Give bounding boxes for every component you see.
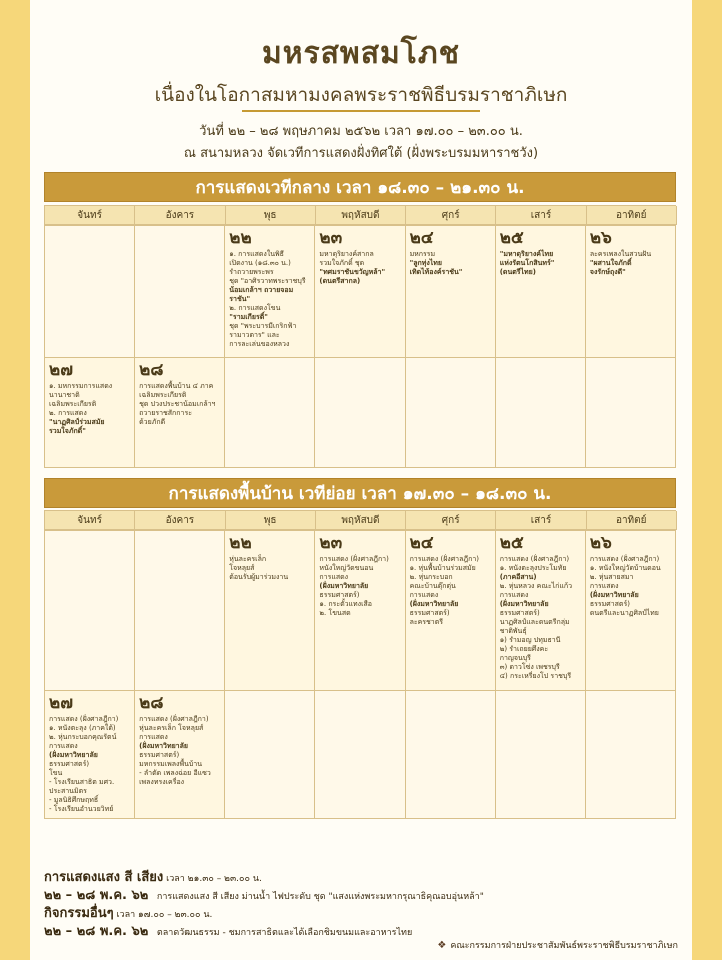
poster-sheet — [30, 0, 692, 960]
event-line: การแสดงพื้นบ้าน ๔ ภาค — [139, 382, 214, 390]
section2-banner: การแสดงพื้นบ้าน เวทีย่อย เวลา ๑๗.๓๐ – ๑๘.๓๐ น. — [44, 478, 676, 508]
event-line: (ฝั่งมหาวิทยาลัย — [319, 582, 369, 590]
calendar-cell — [45, 358, 135, 468]
event-line: ๒. หุ่นสายสมา — [589, 573, 634, 581]
event-line: การแสดง — [589, 582, 619, 590]
light-show-date: ๒๒ – ๒๘ พ.ค. ๖๒ — [44, 888, 149, 903]
calendar-cell — [315, 226, 405, 358]
event-line: - โรงเรียนสาธิต มศว. — [49, 778, 115, 786]
event-line: "มหาดุริยางค์ไทย — [499, 250, 554, 258]
section2-day-header — [44, 510, 676, 530]
calendar-cell — [45, 531, 135, 691]
event-line: การแสดง (ฝั่งศาลฎีกา) — [319, 555, 389, 563]
other-activities-title: กิจกรรมอื่นๆ — [44, 906, 114, 921]
event-line: ด้วยภักดี — [139, 418, 166, 426]
event-line: เฉลิมพระเกียรติ — [139, 391, 187, 399]
event-line: หนังใหญ่วัดขนอน — [319, 564, 374, 572]
event-line: โจหลุยส์ — [229, 564, 255, 572]
event-line: ๑. การแสดงในพิธี — [229, 250, 284, 258]
light-show-desc: การแสดงแสง สี เสียง ม่านน้ำ ไฟประดับ ชุด "แสงแห่งพระมหากรุณาธิคุณอบอุ่นหล้า" — [156, 892, 484, 902]
event-line: ๒. การแสดง — [49, 409, 87, 417]
event-line: ดนตรีและนาฏศิลป์ไทย — [589, 609, 659, 617]
event-line: (ฝั่งมหาวิทยาลัย — [409, 600, 459, 608]
calendar-cell — [135, 531, 225, 691]
calendar-cell — [406, 531, 496, 691]
day-number: ๒๖ — [589, 228, 612, 248]
event-line: การแสดง (ฝั่งศาลฎีกา) — [49, 715, 119, 723]
calendar-cell — [225, 358, 315, 468]
light-show-time: เวลา ๒๑.๓๐ – ๒๓.๐๐ น. — [166, 874, 262, 884]
day-number: ๒๘ — [139, 693, 164, 713]
calendar-cell — [225, 226, 315, 358]
event-line: รำถวายพระพร — [229, 268, 274, 276]
day-number: ๒๗ — [49, 360, 73, 380]
day-header: เสาร์ — [496, 511, 586, 530]
calendar-cell — [225, 691, 315, 819]
event-line: ละครเพลงในสวนฝัน — [589, 250, 652, 258]
event-line: ธรรมศาสตร์) — [499, 609, 540, 617]
event-line: ๑) รำมอญ ปทุมธานี — [499, 636, 561, 644]
date-line: วันที่ ๒๒ – ๒๘ พฤษภาคม ๒๕๖๒ เวลา ๑๗.๐๐ – ๒๓.๐๐ น. — [199, 124, 523, 139]
day-header: ศุกร์ — [406, 206, 496, 225]
day-header: อาทิตย์ — [587, 206, 677, 225]
day-header: พุธ — [226, 511, 316, 530]
venue-line: ณ สนามหลวง จัดเวทีการแสดงฝั่งทิศใต้ (ฝั่งพระบรมมหาราชวัง) — [183, 146, 539, 161]
day-number: ๒๓ — [319, 228, 343, 248]
section1-banner: การแสดงเวทีกลาง เวลา ๑๘.๓๐ – ๒๑.๓๐ น. — [44, 172, 676, 202]
event-line: ธรรมศาสตร์) — [49, 760, 90, 768]
event-line: ๒. การแสดงโขน — [229, 304, 281, 312]
day-header: จันทร์ — [45, 206, 135, 225]
event-line: ประสานมิตร — [49, 787, 87, 795]
event-line: คณะบ้านตุ๊กตุ่น — [409, 582, 456, 590]
event-line: มหกรรม — [409, 250, 436, 258]
event-line: น้อมเกล้าฯ ถวายจอมราชัน" — [229, 286, 294, 303]
event-line: - มูลนิธิศึกษฤทธิ์ — [49, 796, 99, 804]
calendar-cell — [315, 531, 405, 691]
event-line: - ลำตัด เพลงฉ่อย อีแซว — [139, 769, 211, 777]
event-line: แห่งรัตนโกสินทร์" — [499, 259, 555, 267]
event-line: เฉลิมพระเกียรติ — [49, 400, 97, 408]
calendar-cell — [586, 531, 676, 691]
day-number: ๒๔ — [409, 533, 434, 553]
day-number: ๒๖ — [589, 533, 612, 553]
event-line: "รามเกียรติ์" — [229, 313, 268, 321]
poster-title: มหรสพสมโภช — [261, 36, 461, 71]
event-line: ๒. โขนสด — [319, 609, 351, 617]
event-line: "ทศมราชันขวัญหล้า" — [319, 268, 386, 276]
event-line: "ผสานใจภักดิ์ — [589, 259, 632, 267]
event-line: (ฝั่งมหาวิทยาลัย — [499, 600, 549, 608]
credit-line — [437, 938, 678, 952]
calendar-cell — [496, 226, 586, 358]
event-line: ธรรมศาสตร์) — [319, 591, 360, 599]
event-line: ๑. หนังตะลุงประโมทัย — [499, 564, 567, 572]
event-line: การแสดง — [319, 573, 349, 581]
calendar-cell — [406, 691, 496, 819]
event-line: ๒. หุ่นหลวง คณะไก่แก้ว — [499, 582, 573, 590]
event-line: ธรรมศาสตร์) — [589, 600, 630, 608]
emblem-icon: ❖ — [437, 940, 447, 951]
event-line: "ลูกทุ่งไทย — [409, 259, 443, 267]
event-line: ๒. หุ่นกระบอกคุณรัตน์ — [49, 733, 117, 741]
day-number: ๒๕ — [499, 533, 524, 553]
calendar-cell — [496, 531, 586, 691]
day-number: ๒๓ — [319, 533, 343, 553]
event-line: ๑. กระตั้วแทงเสือ — [319, 600, 372, 608]
event-line: รวมใจภักดิ์" — [49, 427, 86, 435]
event-line: หุ่นละครเล็ก — [229, 555, 267, 563]
event-line: เทิดไท้องค์ราชัน" — [409, 268, 463, 276]
section1-day-header — [44, 205, 676, 225]
event-line: ถวายราชสักการะ — [139, 409, 192, 417]
calendar-cell — [45, 226, 135, 358]
event-line: (ฝั่งมหาวิทยาลัย — [589, 591, 639, 599]
event-line: ธรรมศาสตร์) — [139, 751, 180, 759]
event-line: ๑. หนังใหญ่วัดบ้านดอน — [589, 564, 661, 572]
calendar-cell — [135, 358, 225, 468]
event-line: ๒) รำเถยยศึงคะ กาญจนบุรี — [499, 645, 549, 662]
event-line: "นาฏศิลป์ร่วมสมัย — [49, 418, 105, 426]
event-line: ชุด "พระบารมีเกริกฟ้า — [229, 322, 297, 330]
event-line: ๑. หุ่นพื้นบ้านร่วมสมัย — [409, 564, 476, 572]
day-header: จันทร์ — [45, 511, 135, 530]
other-activities-desc: ตลาดวัฒนธรรม - ชมการสาธิตและได้เลือกชิมขนมและอาหารไทย — [156, 928, 413, 938]
credit-text: คณะกรรมการฝ่ายประชาสัมพันธ์พระราชพิธีบรมราชาภิเษก — [450, 941, 678, 951]
event-line: - โรงเรียนอำนวยวิทย์ — [49, 805, 114, 813]
event-line: (ฝั่งมหาวิทยาลัย — [49, 751, 98, 759]
event-line: โขน — [49, 769, 63, 777]
other-activities-date: ๒๒ – ๒๘ พ.ค. ๖๒ — [44, 924, 149, 939]
calendar-cell — [496, 691, 586, 819]
event-line: การแสดง (ฝั่งศาลฎีกา) — [139, 715, 209, 723]
event-line: ชุด "อาศิรวาทพระราชบุรี — [229, 277, 306, 285]
event-line: จงรักษ์ถุงดี" — [589, 268, 626, 276]
day-header: ศุกร์ — [406, 511, 496, 530]
calendar-cell — [45, 691, 135, 819]
event-line: ๑. หนังตะลุง (ภาคใต้) — [49, 724, 116, 732]
calendar-cell — [225, 531, 315, 691]
calendar-cell — [586, 691, 676, 819]
event-line: มหกรรมเพลงพื้นบ้าน — [139, 760, 203, 768]
event-line: เพลงทรงเครื่อง — [139, 778, 185, 786]
event-line: การละเล่นของหลวง — [229, 340, 290, 348]
calendar-cell — [586, 226, 676, 358]
event-line: ธรรมศาสตร์) — [409, 609, 450, 617]
title-divider — [242, 110, 480, 112]
event-line: เปิดงาน (๑๘.๓๐ น.) — [229, 259, 291, 267]
event-line: การแสดง — [139, 733, 168, 741]
event-line: การแสดง (ฝั่งศาลฎีกา) — [499, 555, 570, 563]
event-line: การแสดง — [49, 742, 78, 750]
event-line: (ฝั่งมหาวิทยาลัย — [139, 742, 188, 750]
event-line: การแสดง — [499, 591, 529, 599]
calendar-cell — [406, 226, 496, 358]
calendar-cell — [406, 358, 496, 468]
day-header: พฤหัสบดี — [316, 511, 406, 530]
event-line: หุ่นละครเล็ก โจหลุยส์ — [139, 724, 204, 732]
event-line: การแสดง — [409, 591, 439, 599]
day-header: อังคาร — [135, 206, 225, 225]
day-header: พฤหัสบดี — [316, 206, 406, 225]
day-header: อังคาร — [135, 511, 225, 530]
calendar-cell — [586, 358, 676, 468]
event-line: ๓) ดาวโซ่ง เพชรบุรี — [499, 663, 560, 671]
calendar-cell — [135, 226, 225, 358]
day-number: ๒๘ — [139, 360, 164, 380]
event-line: การแสดง (ฝั่งศาลฎีกา) — [409, 555, 479, 563]
section2-calendar — [44, 530, 676, 819]
calendar-cell — [315, 691, 405, 819]
day-number: ๒๒ — [229, 228, 252, 248]
other-activities-time: เวลา ๑๗.๐๐ – ๒๓.๐๐ น. — [116, 910, 213, 920]
day-header: อาทิตย์ — [587, 511, 677, 530]
day-header: เสาร์ — [496, 206, 586, 225]
event-line: (ดนตรีสากล) — [319, 277, 361, 285]
event-line: (ภาคอีสาน) — [499, 573, 537, 581]
day-number: ๒๔ — [409, 228, 434, 248]
day-header: พุธ — [226, 206, 316, 225]
event-line: ๒. หุ่นกระบอก — [409, 573, 453, 581]
event-line: (ดนตรีไทย) — [499, 268, 536, 276]
event-line: นานาชาติ — [49, 391, 80, 399]
event-line: รวมใจภักดิ์ ชุด — [319, 259, 365, 267]
event-line: ละครชาตรี — [409, 618, 444, 626]
calendar-cell — [496, 358, 586, 468]
event-line: ๔) กระเหรี่ยงโป ราชบุรี — [499, 672, 572, 680]
calendar-cell — [135, 691, 225, 819]
event-line: รามาวตาร" และ — [229, 331, 280, 339]
event-line: ชุด ปวงประชาน้อมเกล้าฯ — [139, 400, 216, 408]
event-line: มหาดุริยางค์สากล — [319, 250, 374, 258]
poster-subtitle: เนื่องในโอกาสมหามงคลพระราชพิธีบรมราชาภิเษก — [154, 84, 568, 106]
light-show-title: การแสดงแสง สี เสียง — [44, 870, 164, 885]
day-number: ๒๗ — [49, 693, 73, 713]
day-number: ๒๕ — [499, 228, 524, 248]
day-number: ๒๒ — [229, 533, 252, 553]
section1-calendar — [44, 225, 676, 468]
event-line: ๑. มหกรรมการแสดง — [49, 382, 113, 390]
event-line: ต้อนรับผู้มาร่วมงาน — [229, 573, 289, 581]
event-line: นาฏศิลป์และดนตรีกลุ่มชาติพันธุ์ — [499, 618, 570, 635]
event-line: การแสดง (ฝั่งศาลฎีกา) — [589, 555, 660, 563]
calendar-cell — [315, 358, 405, 468]
